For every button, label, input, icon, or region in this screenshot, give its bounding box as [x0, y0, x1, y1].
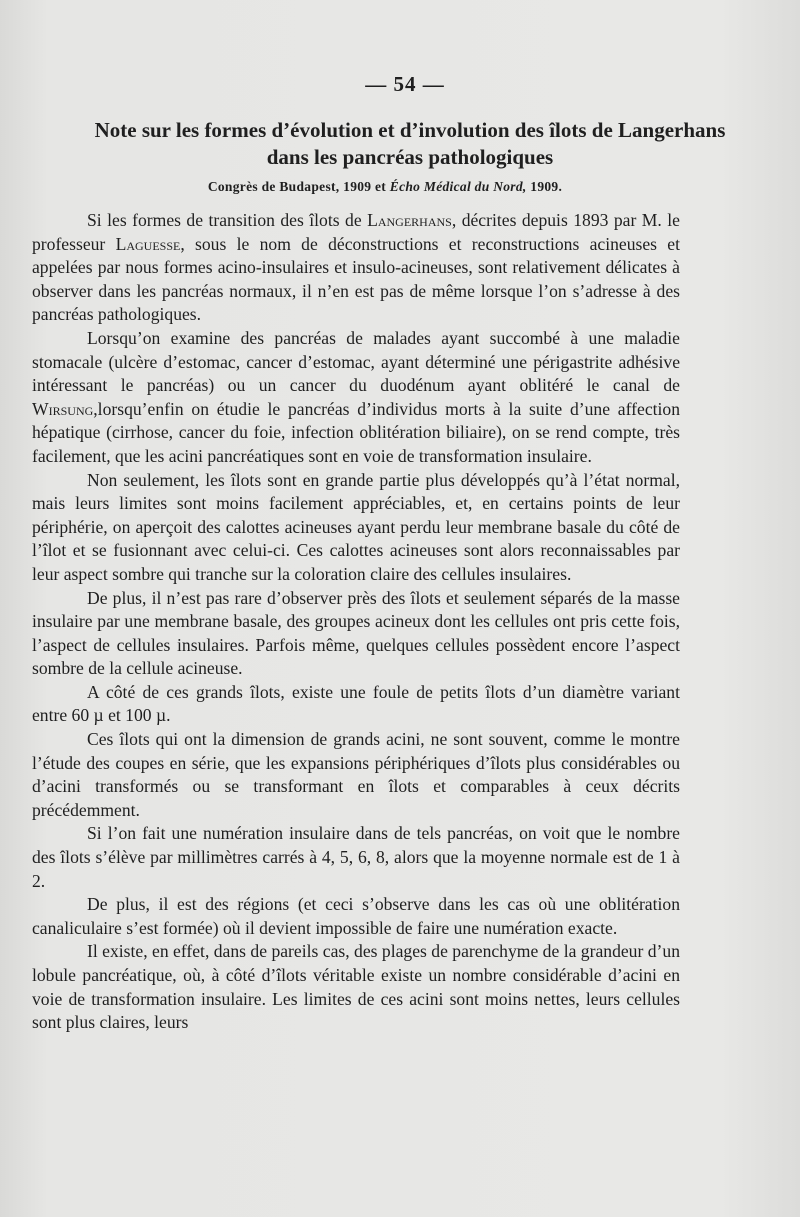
- article-body: [32, 209, 680, 1035]
- paragraph-4: De plus, il n’est pas rare d’observer près des îlots et seulement séparés de la masse insulaire par une membrane basale, des groupes acineux dont les cellules ont pris cette fois, l’aspect de cellules insulaires. Parfois même, quelques cellules possèdent encore l’aspect sombre de la cellule acineuse.: [32, 587, 680, 679]
- author-name-langerhans: Langerhans: [367, 210, 452, 230]
- paragraph-7: Si l’on fait une numération insulaire dans de tels pancréas, on voit que le nombre des îlots s’élève par millimètres carrés à 4, 5, 6, 8, alors que la moyenne normale est de 1 à 2.: [32, 823, 680, 891]
- paragraph-5: A côté de ces grands îlots, existe une foule de petits îlots d’un diamètre variant entre 60 µ et 100 µ.: [32, 681, 680, 726]
- page-number: — 54 —: [365, 72, 445, 96]
- title-line-2: dans les pancréas pathologiques: [266, 145, 554, 169]
- author-name-laguesse: Laguesse: [115, 233, 181, 254]
- paragraph-8: De plus, il est des régions (et ceci s’observe dans les cas où une oblitération canaliculaire s’est formée) où il devient impossible de faire une numération exacte.: [32, 894, 680, 938]
- article-title: [32, 117, 788, 171]
- paragraph-1: Si les formes de transition des îlots de Langerhans, décrites depuis 1893 par M. le professeur Laguesse, sous le nom de déconstructions et reconstructions acineuses et appelées par nous formes acino-insulaires et insulo-acineuses, sont relativement délicates à observer dans les pancréas normaux, il n’en est pas de même lorsque l’on s’adresse à des pancréas pathologiques.: [32, 210, 680, 325]
- paragraph-9: Il existe, en effet, dans de pareils cas, des plages de parenchyme de la grandeur d’un lobule pancréatique, où, à côté d’îlots véritable existe un nombre considérable d’acini en voie de transformation insulaire. Les limites de ces acini sont moins nettes, leurs cellules sont plus claires, leurs: [32, 941, 680, 1033]
- paragraph-3: Non seulement, les îlots sont en grande partie plus développés qu’à l’état normal, mais leurs limites sont moins facilement appréciables, et, en certains points de leur périphérie, on aperçoit des calottes acineuses ayant perdu leur membrane basale du côté de l’îlot et se fusionnant avec celui-ci. Ces calottes acineuses sont alors reconnaissables par leur aspect sombre qui tranche sur la coloration claire des cellules insulaires.: [32, 469, 680, 584]
- paragraph-2: Lorsqu’on examine des pancréas de malades ayant succombé à une maladie stomacale (ulcère d’estomac, cancer d’estomac, ayant déterminé une périgastrite adhésive intéressant le pancréas) ou un cancer du duodénum ayant oblitéré le canal de Wirsung,lorsqu’enfin on étudie le pancréas d’individus morts à la suite d’une affection hépatique (cirrhose, cancer du foie, infection oblitération biliaire), on se rend compte, très facilement, que les acini pancréatiques sont en voie de transformation insulaire.: [32, 327, 680, 466]
- paragraph-6: Ces îlots qui ont la dimension de grands acini, ne sont souvent, comme le montre l’étude des coupes en série, que les expansions périphériques d’îlots plus considérables ou d’acini transformés ou se transformant en îlots et comparables à ceux décrits précédemment.: [32, 729, 680, 820]
- title-line-1: Note sur les formes d’évolution et d’involution des îlots de Langerhans: [94, 118, 726, 142]
- reference-journal: Écho Médical du Nord,: [389, 179, 527, 194]
- canal-name-wirsung: Wirsung: [32, 398, 94, 419]
- reference-suffix: 1909.: [526, 179, 563, 194]
- reference-prefix: Congrès de Budapest, 1909 et: [207, 179, 390, 194]
- publication-reference: [32, 179, 738, 195]
